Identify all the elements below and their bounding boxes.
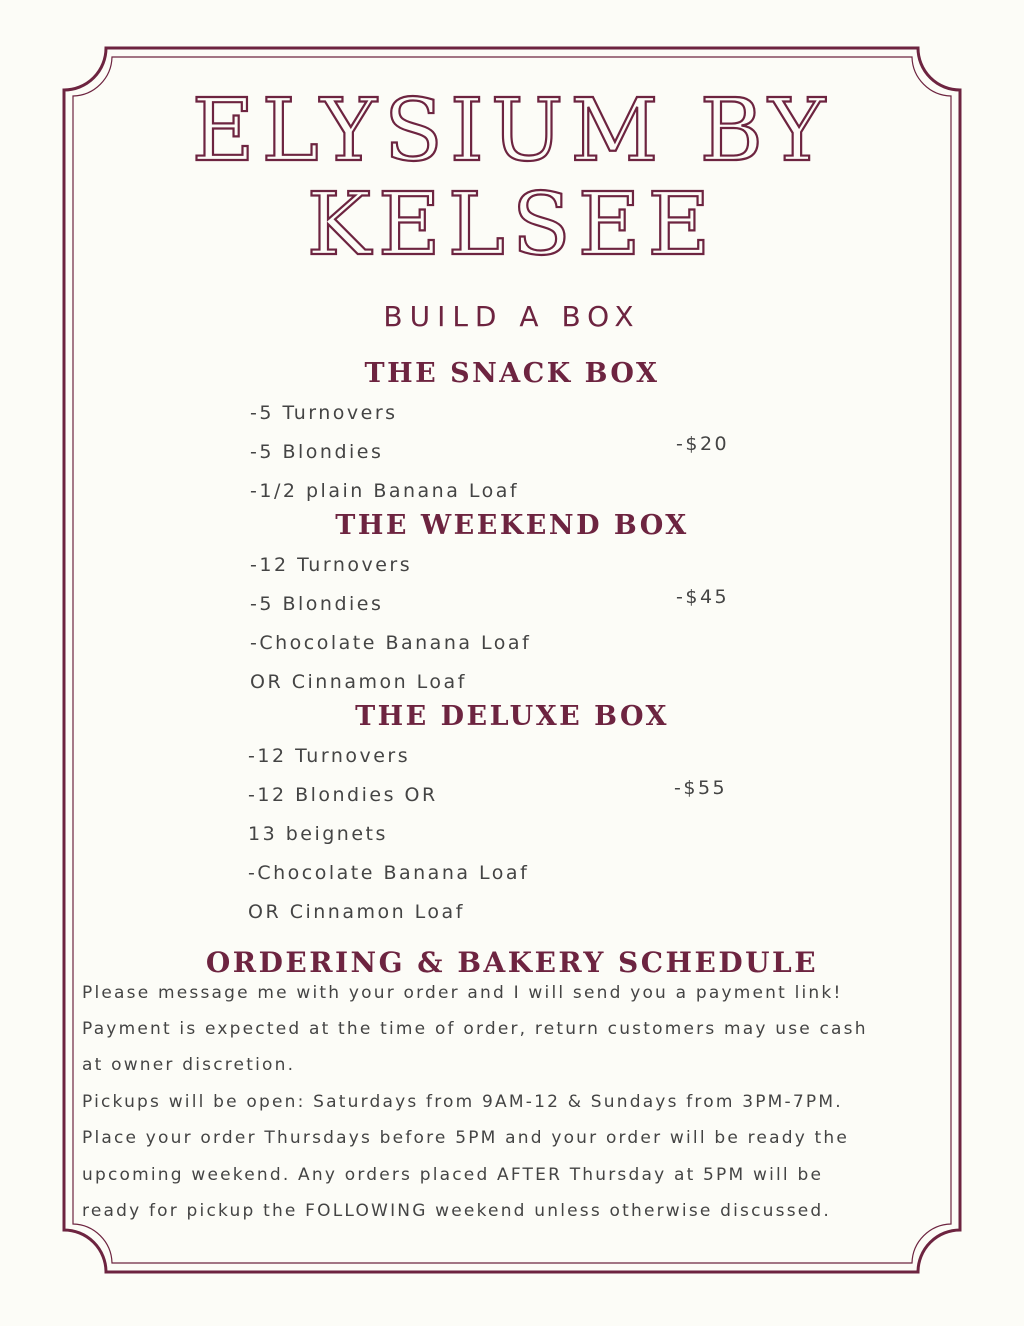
box-title: THE SNACK BOX [364,358,660,389]
schedule-line: Payment is expected at the time of order, return customers may use cash [82,1019,868,1039]
schedule-title: ORDERING & BAKERY SCHEDULE [205,946,819,979]
title-line-2: KELSEE [306,175,718,275]
subtitle: BUILD A BOX [383,300,641,333]
box-item: -5 Blondies [250,441,384,463]
title-line-1: ELYSIUM BY [191,81,833,181]
schedule-line: Pickups will be open: Saturdays from 9AM-12 & Sundays from 3PM-7PM. [82,1092,843,1112]
box-price: -$45 [676,586,730,608]
box-price: -$20 [676,433,730,455]
schedule-line: at owner discretion. [82,1055,296,1075]
box-price: -$55 [674,777,728,799]
box-item: -12 Turnovers [248,745,411,767]
box-title: THE WEEKEND BOX [335,510,689,541]
box-item: -5 Turnovers [250,402,398,424]
schedule-line: upcoming weekend. Any orders placed AFTER Thursday at 5PM will be [82,1165,824,1185]
box-item: -1/2 plain Banana Loaf [250,480,520,502]
box-item: -12 Blondies OR [248,784,438,806]
box-title: THE DELUXE BOX [355,701,669,732]
box-item: -12 Turnovers [250,554,413,576]
box-item: -5 Blondies [250,593,384,615]
box-item: -Chocolate Banana Loaf [248,862,530,884]
schedule-line: Place your order Thursdays before 5PM and your order will be ready the [82,1128,850,1148]
box-item: -Chocolate Banana Loaf [250,632,532,654]
box-item: OR Cinnamon Loaf [250,671,467,693]
schedule-line: Please message me with your order and I will send you a payment link! [82,983,843,1003]
schedule-line: ready for pickup the FOLLOWING weekend unless otherwise discussed. [82,1201,832,1221]
box-item: OR Cinnamon Loaf [248,901,465,923]
box-item: 13 beignets [248,823,388,845]
